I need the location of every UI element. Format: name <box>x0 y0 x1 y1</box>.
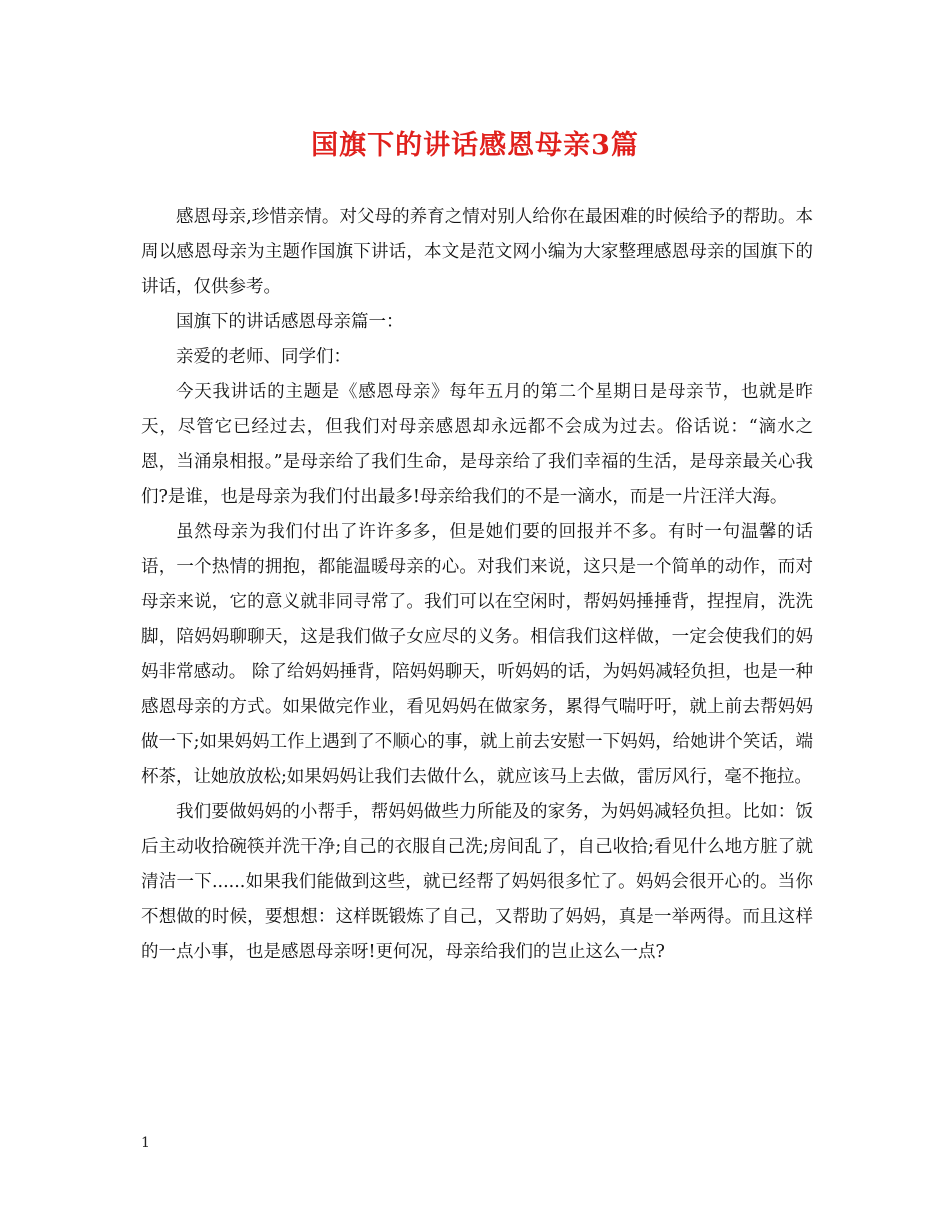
page-number: 1 <box>141 1135 150 1151</box>
document-title: 国旗下的讲话感恩母亲3篇 <box>311 130 639 161</box>
section-heading: 国旗下的讲话感恩母亲篇一： <box>176 312 404 332</box>
salutation: 亲爱的老师、同学们： <box>176 347 351 367</box>
document-body <box>141 200 813 970</box>
paragraph: 虽然母亲为我们付出了许许多多，但是她们要的回报并不多。有时一句温馨的话语，一个热情的拥抱，都能温暖母亲的心。对我们来说，这只是一个简单的动作，而对母亲来说，它的意义就非同寻常了。我们可以在空闲时，帮妈妈捶捶背，捏捏肩，洗洗脚，陪妈妈聊聊天，这是我们做子女应尽的义务。相信我们这样做，一定会使我们的妈妈非常感动。 除了给妈妈捶背，陪妈妈聊天，听妈妈的话，为妈妈减轻负担，也是一种感恩母亲的方式。如果做完作业，看见妈妈在做家务，累得气喘吁吁，就上前去帮妈妈做一下;如果妈妈工作上遇到了不顺心的事，就上前去安慰一下妈妈，给她讲个笑话，端杯茶，让她放放松;如果妈妈让我们去做什么，就应该马上去做，雷厉风行，毫不拖拉。 <box>141 522 813 787</box>
paragraph-intro: 感恩母亲,珍惜亲情。对父母的养育之情对别人给你在最困难的时候给予的帮助。本周以感恩母亲为主题作国旗下讲话，本文是范文网小编为大家整理感恩母亲的国旗下的讲话，仅供参考。 <box>141 207 813 297</box>
paragraph: 今天我讲话的主题是《感恩母亲》每年五月的第二个星期日是母亲节，也就是昨天，尽管它已经过去，但我们对母亲感恩却永远都不会成为过去。俗话说：“滴水之恩，当涌泉相报。”是母亲给了我们生命，是母亲给了我们幸福的生活，是母亲最关心我们?是谁，也是母亲为我们付出最多!母亲给我们的不是一滴水，而是一片汪洋大海。 <box>141 382 813 507</box>
paragraph: 我们要做妈妈的小帮手，帮妈妈做些力所能及的家务，为妈妈减轻负担。比如：饭后主动收拾碗筷并洗干净;自己的衣服自己洗;房间乱了，自己收拾;看见什么地方脏了就清洁一下......如果我们能做到这些，就已经帮了妈妈很多忙了。妈妈会很开心的。当你不想做的时候，要想想：这样既锻炼了自己，又帮助了妈妈，真是一举两得。而且这样的一点小事，也是感恩母亲呀!更何况，母亲给我们的岂止这么一点? <box>141 802 813 962</box>
